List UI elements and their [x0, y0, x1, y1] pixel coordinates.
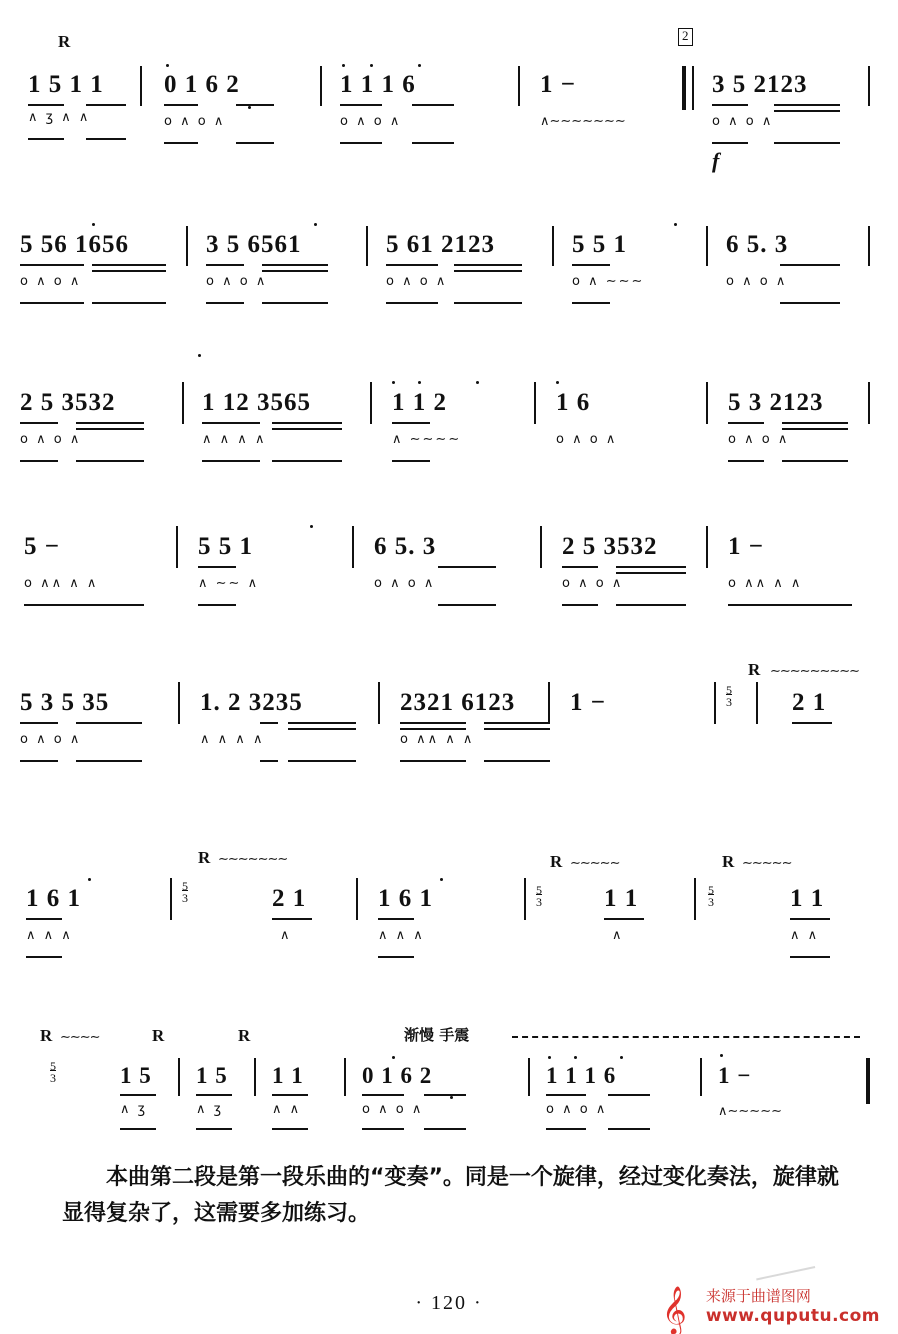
- technique-marks: o ∧∧ ∧ ∧: [400, 732, 475, 747]
- rehearsal-box: 2: [678, 28, 693, 46]
- system-6: [0, 848, 898, 978]
- measure: [198, 534, 259, 590]
- measure: [392, 390, 461, 446]
- fingering-5-3: [536, 884, 542, 908]
- tempo-dashed-line: [512, 1036, 860, 1038]
- technique-marks: o ∧ o ∧: [374, 576, 436, 591]
- technique-marks: o ∧ o ∧: [20, 432, 82, 447]
- note-group: 5 3 2123: [728, 389, 824, 416]
- technique-marks: ∧: [612, 928, 624, 943]
- measure: [202, 390, 311, 446]
- barline: [186, 226, 188, 266]
- measure: [728, 534, 802, 590]
- measure: [400, 690, 515, 746]
- barline: [170, 878, 172, 920]
- vibrato-r-label: R: [40, 1026, 53, 1045]
- measure: [540, 72, 626, 128]
- note-group: 5 61 2123: [386, 231, 495, 258]
- note-group: 1 −: [728, 533, 764, 560]
- note-group: 1 6 1: [26, 885, 81, 912]
- note-group: 1 5 1 1: [28, 71, 104, 98]
- barline: [694, 878, 696, 920]
- technique-marks: ∧ ∼∼∼∼: [392, 432, 462, 447]
- measure: [26, 886, 81, 942]
- repeat-barline: [682, 66, 686, 110]
- note-group: 1 1 1 6: [340, 71, 416, 98]
- note-group: 0 1 6 2: [362, 1063, 433, 1088]
- measure: [546, 1064, 616, 1116]
- fingering-bottom: 3: [726, 695, 732, 709]
- technique-marks: o ∧∧ ∧ ∧: [24, 576, 99, 591]
- system-1: [0, 28, 898, 178]
- note-group: 2 5 3532: [20, 389, 116, 416]
- barline: [868, 382, 870, 424]
- fingering-top: 5: [182, 879, 188, 893]
- note-group: 1 1 2: [392, 389, 447, 416]
- vibrato-r-label: R: [722, 852, 735, 871]
- technique-marks: o ∧ ∼∼∼: [572, 274, 645, 289]
- dynamic-forte: f: [712, 148, 720, 173]
- watermark: [661, 1285, 880, 1334]
- technique-marks: ∧ ∼∼ ∧: [198, 576, 260, 591]
- barline: [178, 682, 180, 724]
- barline: [356, 878, 358, 920]
- barline: [524, 878, 526, 920]
- measure: [200, 690, 303, 746]
- barline: [254, 1058, 256, 1096]
- note-group: 6 5. 3: [374, 533, 437, 560]
- fingering-bottom: 3: [182, 891, 188, 905]
- vibrato-wavy-line: ∼∼∼∼∼∼∼∼∼: [770, 664, 860, 679]
- technique-marks: ∧ ∧ ∧: [378, 928, 425, 943]
- barline: [378, 682, 380, 724]
- measure: [570, 690, 606, 715]
- vibrato-wavy-line: ∼∼∼∼: [60, 1030, 100, 1045]
- page-number: · 120 ·: [415, 1292, 483, 1314]
- measure: [386, 232, 495, 288]
- barline: [178, 1058, 180, 1096]
- technique-marks: ∧ ∧: [790, 928, 820, 943]
- measure: [28, 72, 104, 124]
- note-group: 2321 6123: [400, 689, 516, 716]
- fingering-top: 5: [708, 883, 714, 897]
- vibrato-r-label: R: [748, 660, 761, 679]
- measure: [272, 886, 306, 942]
- technique-marks: o ∧∧ ∧ ∧: [728, 576, 803, 591]
- note-group: 5 56 1656: [20, 231, 129, 258]
- technique-marks: o ∧ o ∧: [20, 274, 82, 289]
- note-group: 1 1: [604, 885, 639, 912]
- technique-marks: ∧ ∧ ∧: [26, 928, 73, 943]
- note-group: 1 5: [120, 1063, 152, 1088]
- barline: [176, 526, 178, 568]
- measure: [374, 534, 436, 590]
- note-group: 2 5 3532: [562, 533, 658, 560]
- note-group: 5 −: [24, 533, 60, 560]
- vibrato-r-label: R: [238, 1026, 251, 1045]
- vibrato-wavy-line: ∼∼∼∼∼: [742, 856, 792, 871]
- note-group: 1. 2 3235: [200, 689, 303, 716]
- barline: [868, 66, 870, 106]
- system-4: [0, 512, 898, 632]
- note-group: 1 5: [196, 1063, 228, 1088]
- measure: [272, 1064, 304, 1116]
- system-3: [0, 368, 898, 488]
- measure: [792, 690, 826, 715]
- final-barline: [866, 1058, 870, 1104]
- barline: [548, 682, 550, 724]
- measure: [562, 534, 658, 590]
- barline: [868, 226, 870, 266]
- measure: [790, 886, 824, 942]
- explanatory-paragraph: 本曲第二段是第一段乐曲的“变奏”。同是一个旋律，经过变化奏法，旋律就显得复杂了，这需要多加练习。: [62, 1165, 839, 1226]
- barline: [692, 66, 694, 110]
- note-group: 1 1: [272, 1063, 304, 1088]
- barline: [366, 226, 368, 266]
- technique-marks: o ∧ o ∧: [206, 274, 268, 289]
- note-group: 3 5 2123: [712, 71, 808, 98]
- system-2: [0, 218, 898, 328]
- vibrato-r-label: R: [58, 32, 71, 51]
- technique-marks: ∧∼∼∼∼∼: [718, 1104, 782, 1119]
- note-group: 0 1 6 2: [164, 71, 240, 98]
- note-group: 1 6 1: [378, 885, 433, 912]
- vibrato-r-label: R: [550, 852, 563, 871]
- technique-marks: ∧∼∼∼∼∼∼∼: [540, 114, 626, 129]
- vibrato-wavy-line: ∼∼∼∼∼: [570, 856, 620, 871]
- technique-marks: o ∧ o ∧: [20, 732, 82, 747]
- technique-marks: o ∧ o ∧: [726, 274, 788, 289]
- measure: [378, 886, 433, 942]
- note-group: 2 1: [792, 689, 827, 716]
- technique-marks: ∧ ∧: [272, 1102, 302, 1117]
- technique-marks: o ∧ o ∧: [712, 114, 774, 129]
- barline: [352, 526, 354, 568]
- measure: [718, 1064, 782, 1118]
- note-group: 1 1 1 6: [546, 1063, 617, 1088]
- fingering-5-3: [50, 1060, 56, 1084]
- fingering-bottom: 3: [708, 895, 714, 909]
- note-group: 5 5 1: [198, 533, 253, 560]
- vibrato-wavy-line: ∼∼∼∼∼∼∼: [218, 852, 288, 867]
- measure: [340, 72, 416, 128]
- fingering-bottom: 3: [536, 895, 542, 909]
- technique-marks: ∧ ʒ ∧ ∧: [28, 110, 91, 125]
- fingering-top: 5: [50, 1059, 56, 1073]
- barline: [370, 382, 372, 424]
- note-group: 1 −: [540, 71, 576, 98]
- note-group: 5 5 1: [572, 231, 627, 258]
- fingering-top: 5: [726, 683, 732, 697]
- technique-marks: o ∧ o ∧: [546, 1102, 608, 1117]
- barline: [518, 66, 520, 106]
- measure: [24, 534, 98, 590]
- fingering-5-3: [182, 880, 188, 904]
- technique-marks: ∧ ʒ: [120, 1102, 148, 1117]
- fingering-5-3: [708, 884, 714, 908]
- measure: [164, 72, 240, 128]
- barline: [706, 226, 708, 266]
- technique-marks: o ∧ o ∧: [164, 114, 226, 129]
- measure: [20, 232, 129, 288]
- note-group: 3 5 6561: [206, 231, 302, 258]
- measure: [196, 1064, 228, 1116]
- measure: [20, 390, 116, 446]
- measure: [572, 232, 644, 288]
- note-group: 1 12 3565: [202, 389, 311, 416]
- measure: [20, 690, 109, 746]
- barline: [182, 382, 184, 424]
- barline: [540, 526, 542, 568]
- note-group: 1 −: [718, 1063, 752, 1088]
- measure: [556, 390, 617, 446]
- fingering-top: 5: [536, 883, 542, 897]
- technique-marks: ∧: [280, 928, 292, 943]
- technique-marks: o ∧ o ∧: [728, 432, 790, 447]
- barline: [700, 1058, 702, 1096]
- measure: [604, 886, 638, 942]
- technique-marks: ∧ ʒ: [196, 1102, 224, 1117]
- technique-marks: ∧ ∧ ∧ ∧: [200, 732, 265, 747]
- system-7: [0, 1018, 898, 1148]
- barline: [534, 382, 536, 424]
- tempo-instruction: 渐慢 手震: [404, 1026, 470, 1044]
- note-group: 5 3 5 35: [20, 689, 110, 716]
- barline: [706, 382, 708, 424]
- note-group: 1 −: [570, 689, 606, 716]
- vibrato-r-label: R: [198, 848, 211, 867]
- measure: [362, 1064, 432, 1116]
- measure: [206, 232, 302, 288]
- technique-marks: o ∧ o ∧: [562, 576, 624, 591]
- fingering-5-3: [726, 684, 732, 708]
- note-group: 1 1: [790, 885, 825, 912]
- technique-marks: o ∧ o ∧: [340, 114, 402, 129]
- barline: [714, 682, 716, 724]
- technique-marks: ∧ ∧ ∧ ∧: [202, 432, 267, 447]
- treble-clef-icon: 𝄞: [661, 1285, 687, 1334]
- technique-marks: o ∧ o ∧: [556, 432, 618, 447]
- barline: [756, 682, 758, 724]
- measure: [728, 390, 824, 446]
- technique-marks: o ∧ o ∧: [362, 1102, 424, 1117]
- barline: [528, 1058, 530, 1096]
- fingering-bottom: 3: [50, 1071, 56, 1085]
- note-group: 2 1: [272, 885, 307, 912]
- vibrato-r-label: R: [152, 1026, 165, 1045]
- watermark-line-1: 来源于曲谱图网: [705, 1287, 811, 1305]
- technique-marks: o ∧ o ∧: [386, 274, 448, 289]
- barline: [552, 226, 554, 266]
- system-5: [0, 660, 898, 800]
- barline: [140, 66, 142, 106]
- measure: [712, 72, 808, 128]
- measure: [726, 232, 788, 288]
- barline: [706, 526, 708, 568]
- measure: [120, 1064, 152, 1116]
- watermark-line-2: www.quputu.com: [705, 1306, 880, 1326]
- note-group: 1 6: [556, 389, 591, 416]
- barline: [344, 1058, 346, 1096]
- barline: [320, 66, 322, 106]
- note-group: 6 5. 3: [726, 231, 789, 258]
